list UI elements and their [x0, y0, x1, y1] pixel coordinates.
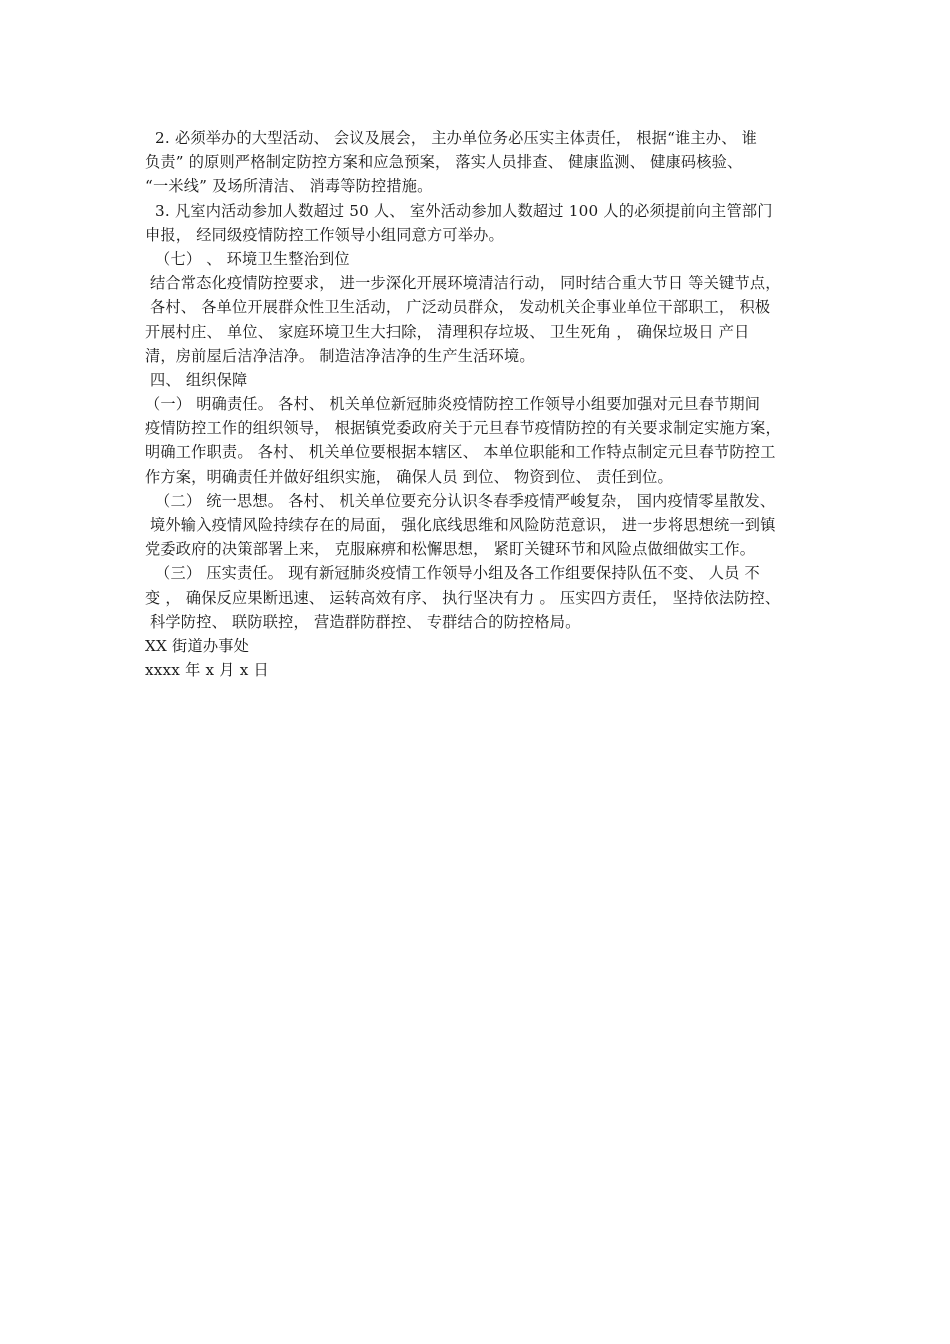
paragraph-line: “一米线” 及场所清洁、 消毒等防控措施。 — [145, 177, 433, 196]
paragraph-line: 明确工作职责。 各村、 机关单位要根据本辖区、 本单位职能和工作特点制定元旦春节防控工 — [145, 443, 776, 462]
section-heading: 四、 组织保障 — [145, 370, 248, 389]
paragraph-line: （二） 统一思想。 各村、 机关单位要充分认识冬春季疫情严峻复杂， 国内疫情零星散发、 — [145, 491, 776, 510]
section-heading: （七） 、 环境卫生整治到位 — [145, 249, 350, 268]
paragraph-line: 3. 凡室内活动参加人数超过 50 人、 室外活动参加人数超过 100 人的必须提前向主管部门 — [145, 201, 773, 220]
signature-date: xxxx 年 x 月 x 日 — [145, 661, 269, 680]
paragraph-line: 境外输入疫情风险持续存在的局面， 强化底线思维和风险防范意识， 进一步将思想统一到镇 — [145, 516, 776, 534]
paragraph-line: 负责” 的原则严格制定防控方案和应急预案， 落实人员排查、 健康监测、 健康码核验、 — [145, 153, 743, 172]
paragraph-line: 党委政府的决策部署上来， 克服麻痹和松懈思想， 紧盯关键环节和风险点做细做实工作。 — [145, 540, 756, 559]
paragraph-line: （一） 明确责任。 各村、 机关单位新冠肺炎疫情防控工作领导小组要加强对元旦春节期间 — [145, 395, 761, 414]
paragraph-line: 科学防控、 联防联控， 营造群防群控、 专群结合的防控格局。 — [145, 612, 581, 631]
paragraph-line: 清，房前屋后洁净洁净。 制造洁净洁净的生产生活环境。 — [145, 346, 535, 365]
paragraph-line: 结合常态化疫情防控要求， 进一步深化开展环境清洁行动， 同时结合重大节日 等关键节点， — [145, 274, 781, 293]
paragraph-line: 变 ， 确保反应果断迅速、 运转高效有序、 执行坚决有力 。 压实四方责任， 坚持依法防控、 — [145, 588, 781, 607]
paragraph-line: 开展村庄、 单位、 家庭环境卫生大扫除， 清理积存垃圾、 卫生死角 ， 确保垃圾日 产日 — [145, 322, 750, 341]
document-body — [145, 126, 817, 682]
signature-office: XX 街道办事处 — [145, 636, 249, 655]
paragraph-line: 申报， 经同级疫情防控工作领导小组同意方可举办。 — [145, 225, 504, 244]
paragraph-line: 疫情防控工作的组织领导， 根据镇党委政府关于元旦春节疫情防控的有关要求制定实施方案， — [145, 419, 781, 438]
paragraph-line: （三） 压实责任。 现有新冠肺炎疫情工作领导小组及各工作组要保持队伍不变、 人员 不 — [145, 564, 760, 583]
paragraph-line: 2. 必须举办的大型活动、 会议及展会， 主办单位务必压实主体责任， 根据“谁主办、 谁 — [145, 129, 757, 147]
paragraph-line: 作方案，明确责任并做好组织实施， 确保人员 到位、 物资到位、 责任到位。 — [145, 467, 673, 486]
paragraph-line: 各村、 各单位开展群众性卫生活动， 广泛动员群众， 发动机关企事业单位干部职工， 积极 — [145, 298, 771, 317]
